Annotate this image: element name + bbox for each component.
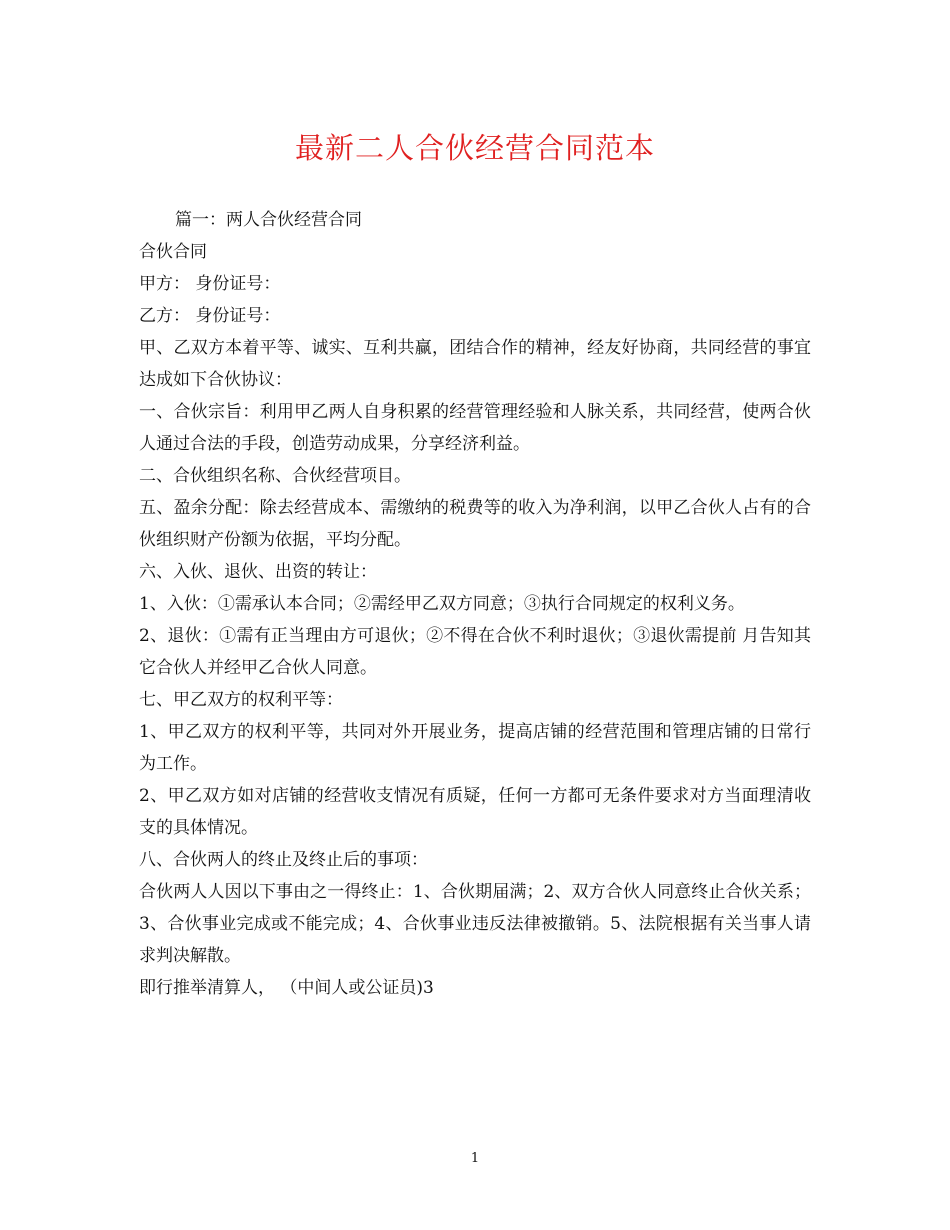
paragraph: 2、甲乙双方如对店铺的经营收支情况有质疑，任何一方都可无条件要求对方当面理清收支的具体情况。: [139, 786, 811, 838]
page-number: 1: [470, 1151, 480, 1166]
paragraph: 1、入伙：①需承认本合同；②需经甲乙双方同意；③执行合同规定的权利义务。: [139, 594, 745, 614]
paragraph: 八、合伙两人的终止及终止后的事项：: [139, 850, 428, 870]
paragraph: 2、退伙：①需有正当理由方可退伙；②不得在合伙不利时退伙；③退伙需提前 月告知其它合伙人并经甲乙合伙人同意。: [139, 626, 811, 678]
party-a-line: 甲方： 身份证号：: [139, 274, 281, 294]
paragraph: 合伙两人人因以下事由之一得终止：1、合伙期届满；2、双方合伙人同意终止合伙关系；3、合伙事业完成或不能完成；4、合伙事业违反法律被撤销。5、法院根据有关当事人请求判决解散。: [139, 882, 811, 966]
document-title: 最新二人合伙经营合同范本: [294, 131, 655, 165]
paragraph: 甲、乙双方本着平等、诚实、互利共赢，团结合作的精神，经友好协商，共同经营的事宜达成如下合伙协议：: [139, 338, 811, 390]
section-heading: 篇一：两人合伙经营合同: [175, 210, 362, 230]
paragraph: 六、入伙、退伙、出资的转让：: [139, 562, 377, 582]
paragraph: 七、甲乙双方的权利平等：: [139, 690, 343, 710]
paragraph: 合伙合同: [139, 242, 207, 262]
paragraph: 二、合伙组织名称、合伙经营项目。: [139, 466, 411, 486]
document-body: [139, 204, 811, 1004]
paragraph: 即行推举清算人， （中间人或公证员)3: [139, 978, 434, 998]
paragraph: 五、盈余分配：除去经营成本、需缴纳的税费等的收入为净利润，以甲乙合伙人占有的合伙组织财产份额为依据，平均分配。: [139, 498, 811, 550]
paragraph: 1、甲乙双方的权利平等，共同对外开展业务，提高店铺的经营范围和管理店铺的日常行为工作。: [139, 722, 811, 774]
paragraph: 一、合伙宗旨：利用甲乙两人自身积累的经营管理经验和人脉关系，共同经营，使两合伙人通过合法的手段，创造劳动成果，分享经济利益。: [139, 402, 811, 454]
party-b-line: 乙方： 身份证号：: [139, 306, 281, 326]
